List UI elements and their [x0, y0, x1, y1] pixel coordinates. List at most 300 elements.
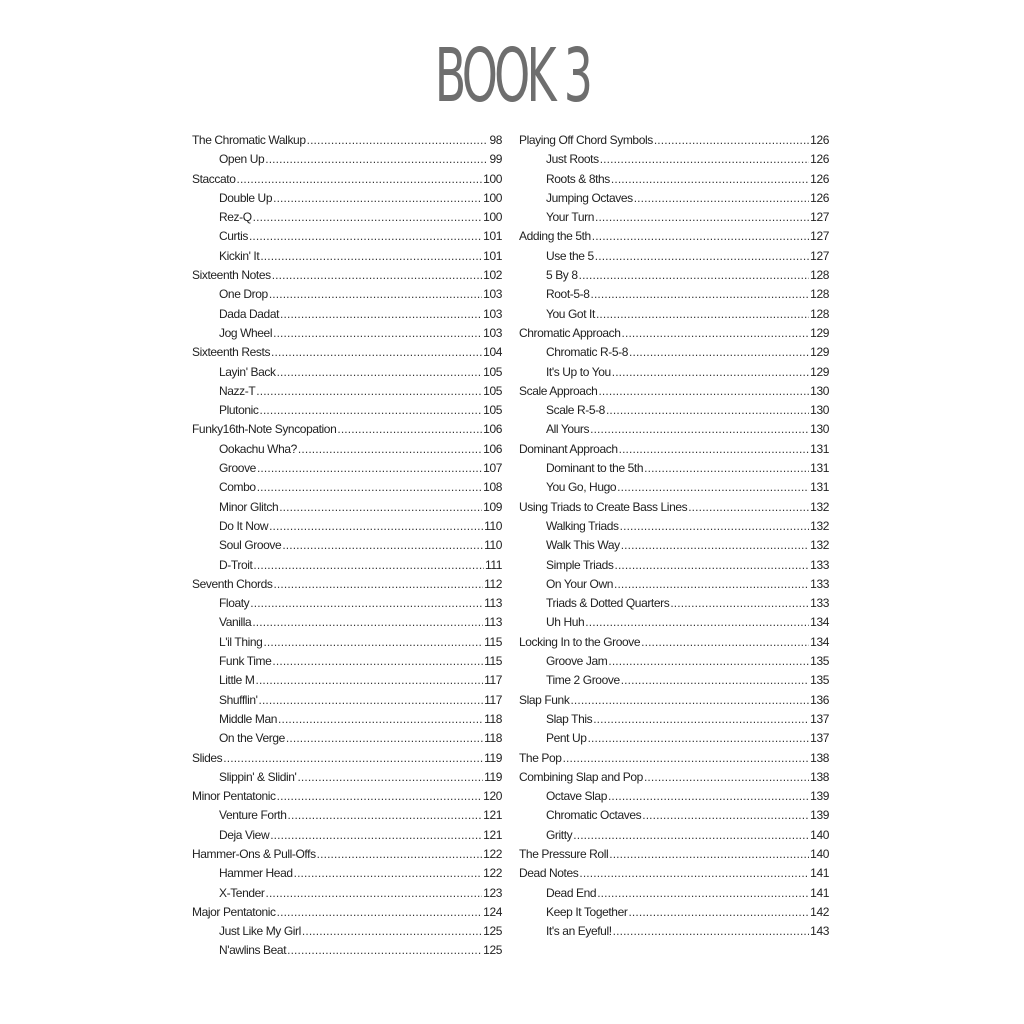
toc-entry [192, 575, 502, 594]
entry-title: Dead Notes [519, 866, 579, 881]
page-number: 133 [810, 596, 829, 611]
toc-subentry [192, 150, 502, 169]
toc-subentry [519, 343, 829, 362]
page-number: 101 [483, 229, 502, 244]
dot-leader [259, 691, 484, 710]
page-number: 134 [810, 634, 829, 649]
entry-title: It's an Eyeful! [546, 924, 612, 939]
dot-leader [593, 710, 809, 729]
toc-subentry [192, 710, 502, 729]
toc-subentry [519, 189, 829, 208]
page-number: 126 [810, 133, 829, 147]
dot-leader [641, 633, 809, 652]
page-number: 107 [483, 461, 502, 476]
toc-subentry [519, 652, 829, 671]
toc-subentry [192, 440, 502, 459]
page-number: 99 [489, 152, 502, 167]
entry-title: You Go, Hugo [546, 480, 617, 495]
dot-leader [621, 536, 809, 555]
page-number: 103 [483, 325, 502, 340]
dot-leader [688, 498, 809, 517]
page-number: 106 [483, 422, 502, 437]
toc-subentry [519, 556, 829, 575]
page-number: 119 [484, 769, 502, 784]
toc-subentry [192, 806, 502, 825]
dot-leader [223, 749, 483, 768]
dot-leader [277, 787, 483, 806]
page-number: 143 [810, 924, 829, 939]
entry-title: Little M [219, 673, 255, 688]
dot-leader [278, 710, 483, 729]
dot-leader [622, 324, 810, 343]
toc-subentry [519, 247, 829, 266]
page-number: 102 [483, 268, 502, 283]
dot-leader [573, 826, 809, 845]
toc-subentry [519, 922, 829, 941]
dot-leader [585, 613, 809, 632]
dot-leader [609, 845, 809, 864]
dot-leader [294, 864, 483, 883]
toc-subentry [192, 401, 502, 420]
toc-subentry [192, 729, 502, 748]
dot-leader [628, 903, 809, 922]
dot-leader [595, 247, 809, 266]
entry-title: Open Up [219, 152, 265, 167]
toc-entry [192, 845, 502, 864]
toc-subentry [192, 922, 502, 941]
entry-title: Sixteenth Notes [192, 268, 271, 283]
entry-title: Double Up [219, 190, 273, 205]
entry-title: Shufflin' [219, 692, 258, 707]
toc-entry [519, 227, 829, 246]
toc-subentry [519, 478, 829, 497]
entry-title: On the Verge [219, 731, 285, 746]
toc-subentry [519, 884, 829, 903]
toc-subentry [519, 710, 829, 729]
page-number: 133 [810, 576, 829, 591]
page-number: 127 [810, 248, 829, 263]
entry-title: One Drop [219, 287, 268, 302]
entry-title: The Pop [519, 750, 562, 765]
page-number: 138 [810, 769, 829, 784]
entry-title: Nazz-T [219, 383, 256, 398]
entry-title: Using Triads to Create Bass Lines [519, 499, 688, 514]
page-number: 103 [483, 287, 502, 302]
dot-leader [253, 208, 483, 227]
entry-title: N'awlins Beat [219, 943, 287, 958]
toc-subentry [192, 768, 502, 787]
page-number: 111 [484, 557, 502, 572]
dot-leader [629, 343, 809, 362]
entry-title: Curtis [219, 229, 248, 244]
toc-subentry [519, 787, 829, 806]
page-number: 108 [483, 480, 502, 495]
page-number: 129 [810, 345, 829, 360]
page-number: 126 [810, 152, 829, 167]
toc-entry [519, 131, 829, 150]
page-number: 131 [810, 461, 829, 476]
entry-title: On Your Own [546, 576, 613, 591]
page-number: 124 [483, 904, 502, 919]
toc-subentry [519, 806, 829, 825]
dot-leader [590, 420, 809, 439]
toc-subentry [519, 459, 829, 478]
toc-subentry [192, 594, 502, 613]
toc-entry [519, 324, 829, 343]
dot-leader [271, 343, 482, 362]
toc-subentry [192, 478, 502, 497]
dot-leader [619, 440, 810, 459]
page-number: 101 [483, 248, 502, 263]
toc-subentry [192, 864, 502, 883]
toc-subentry [192, 941, 502, 960]
entry-title: Locking In to the Groove [519, 634, 641, 649]
entry-title: Your Turn [546, 210, 594, 225]
dot-leader [273, 189, 482, 208]
toc-subentry [192, 363, 502, 382]
page-number: 112 [484, 576, 502, 591]
page-number: 106 [483, 441, 502, 456]
dot-leader [288, 806, 483, 825]
toc-subentry [192, 517, 502, 536]
dot-leader [613, 922, 810, 941]
entry-title: Time 2 Groove [546, 673, 620, 688]
page-number: 135 [810, 673, 829, 688]
dot-leader [608, 652, 809, 671]
toc-subentry [192, 227, 502, 246]
toc-entry [192, 266, 502, 285]
dot-leader [273, 324, 482, 343]
entry-title: Scale Approach [519, 383, 598, 398]
toc-subentry [192, 498, 502, 517]
dot-leader [597, 884, 809, 903]
entry-title: Gritty [546, 827, 573, 842]
page-number: 128 [810, 268, 829, 283]
page-number: 115 [484, 634, 502, 649]
page-number: 137 [810, 731, 829, 746]
dot-leader [273, 575, 483, 594]
dot-leader [265, 150, 488, 169]
entry-title: Uh Huh [546, 615, 585, 630]
dot-leader [596, 305, 809, 324]
toc-entry [519, 768, 829, 787]
dot-leader [654, 131, 809, 150]
page-number: 118 [484, 731, 502, 746]
toc-subentry [192, 285, 502, 304]
dot-leader [255, 671, 483, 690]
dot-leader [337, 420, 482, 439]
dot-leader [600, 150, 809, 169]
toc-entry [519, 382, 829, 401]
toc-subentry [519, 363, 829, 382]
toc-subentry [519, 305, 829, 324]
page-number: 131 [810, 480, 829, 495]
toc-entry [519, 749, 829, 768]
dot-leader [614, 575, 809, 594]
entry-title: Major Pentatonic [192, 904, 276, 919]
dot-leader [266, 884, 483, 903]
dot-leader [253, 556, 484, 575]
entry-title: Minor Glitch [219, 499, 279, 514]
page-number: 129 [810, 325, 829, 340]
entry-title: The Chromatic Walkup [192, 133, 306, 147]
toc-subentry [519, 517, 829, 536]
page-number: 141 [810, 885, 829, 900]
page-number: 139 [810, 789, 829, 804]
dot-leader [249, 227, 482, 246]
toc-subentry [192, 671, 502, 690]
page-number: 122 [483, 866, 502, 881]
page-number: 100 [483, 210, 502, 225]
toc-subentry [519, 594, 829, 613]
page-number: 130 [810, 383, 829, 398]
entry-title: Use the 5 [546, 248, 594, 263]
entry-title: It's Up to You [546, 364, 611, 379]
dot-leader [269, 285, 482, 304]
page-number: 136 [810, 692, 829, 707]
page-number: 135 [810, 654, 829, 669]
dot-leader [598, 382, 809, 401]
toc-subentry [192, 652, 502, 671]
dot-leader [280, 305, 482, 324]
toc-subentry [192, 189, 502, 208]
toc-entry [192, 749, 502, 768]
page-number: 132 [810, 518, 829, 533]
entry-title: Jumping Octaves [546, 190, 633, 205]
page-number: 140 [810, 827, 829, 842]
toc-subentry [192, 633, 502, 652]
dot-leader [595, 208, 809, 227]
toc-subentry [519, 170, 829, 189]
entry-title: Deja View [219, 827, 270, 842]
dot-leader [257, 459, 482, 478]
dot-leader [270, 826, 482, 845]
dot-leader [317, 845, 483, 864]
page-number: 109 [483, 499, 502, 514]
dot-leader [606, 401, 809, 420]
toc-subentry [519, 536, 829, 555]
dot-leader [591, 285, 810, 304]
dot-leader [263, 633, 483, 652]
page-number: 142 [810, 904, 829, 919]
toc-entry [519, 691, 829, 710]
dot-leader [272, 652, 483, 671]
entry-title: Slides [192, 750, 223, 765]
dot-leader [277, 363, 483, 382]
toc-subentry [519, 613, 829, 632]
toc-subentry [192, 247, 502, 266]
page-number: 104 [483, 345, 502, 360]
page-number: 123 [483, 885, 502, 900]
dot-leader [302, 922, 482, 941]
dot-leader [620, 517, 810, 536]
page-number: 121 [483, 808, 502, 823]
dot-leader [579, 864, 809, 883]
dot-leader [279, 498, 482, 517]
entry-title: Minor Pentatonic [192, 789, 276, 804]
page-number: 125 [483, 924, 502, 939]
toc-subentry [519, 729, 829, 748]
entry-title: Roots & 8ths [546, 171, 610, 186]
dot-leader [260, 247, 482, 266]
dot-leader [252, 613, 483, 632]
dot-leader [287, 941, 482, 960]
page-number: 126 [810, 171, 829, 186]
dot-leader [237, 170, 483, 189]
toc-subentry [519, 401, 829, 420]
entry-title: Dominant Approach [519, 441, 618, 456]
page-number: 127 [810, 210, 829, 225]
toc-subentry [192, 691, 502, 710]
entry-title: Soul Groove [219, 538, 282, 553]
entry-title: Root-5-8 [546, 287, 590, 302]
dot-leader [250, 594, 483, 613]
entry-title: Slap This [546, 711, 593, 726]
toc-subentry [519, 266, 829, 285]
toc-subentry [519, 903, 829, 922]
toc-subentry [519, 150, 829, 169]
toc-subentry [519, 826, 829, 845]
toc-subentry [192, 884, 502, 903]
toc-subentry [192, 208, 502, 227]
page-number: 118 [484, 711, 502, 726]
page-number: 115 [484, 654, 502, 669]
toc-subentry [192, 305, 502, 324]
dot-leader [272, 266, 482, 285]
dot-leader [642, 806, 809, 825]
dot-leader [297, 768, 483, 787]
page-number: 119 [484, 750, 502, 765]
entry-title: X-Tender [219, 885, 265, 900]
page-number: 125 [483, 943, 502, 958]
entry-title: Slippin' & Slidin' [219, 769, 297, 784]
dot-leader [269, 517, 483, 536]
toc-entry [192, 170, 502, 189]
entry-title: Dominant to the 5th [546, 461, 644, 476]
entry-title: Walk This Way [546, 538, 620, 553]
entry-title: Pent Up [546, 731, 587, 746]
page-number: 128 [810, 306, 829, 321]
entry-title: 5 By 8 [546, 268, 578, 283]
page-number: 105 [483, 364, 502, 379]
page-number: 132 [810, 538, 829, 553]
entry-title: Sixteenth Rests [192, 345, 271, 360]
page-number: 141 [810, 866, 829, 881]
toc-entry [519, 633, 829, 652]
dot-leader [621, 671, 809, 690]
toc-entry [519, 845, 829, 864]
dot-leader [612, 363, 809, 382]
toc-entry [192, 343, 502, 362]
toc-entry [192, 131, 502, 150]
page-number: 130 [810, 403, 829, 418]
page-number: 103 [483, 306, 502, 321]
entry-title: Hammer-Ons & Pull-Offs [192, 846, 316, 861]
page-number: 130 [810, 422, 829, 437]
toc-subentry [192, 536, 502, 555]
dot-leader [611, 170, 809, 189]
page-number: 134 [810, 615, 829, 630]
entry-title: Chromatic Approach [519, 325, 621, 340]
entry-title: Floaty [219, 596, 250, 611]
entry-title: Dead End [546, 885, 597, 900]
entry-title: Plutonic [219, 403, 259, 418]
entry-title: Just Roots [546, 152, 599, 167]
entry-title: Slap Funk [519, 692, 570, 707]
page-number: 120 [483, 789, 502, 804]
entry-title: Vanilla [219, 615, 252, 630]
dot-leader [588, 729, 810, 748]
page-number: 117 [484, 692, 502, 707]
toc-subentry [192, 382, 502, 401]
page-number: 133 [810, 557, 829, 572]
entry-title: Keep It Together [546, 904, 628, 919]
toc-subentry [519, 575, 829, 594]
toc-subentry [192, 613, 502, 632]
entry-title: D-Troit [219, 557, 253, 572]
entry-title: Venture Forth [219, 808, 287, 823]
entry-title: Middle Man [219, 711, 278, 726]
dot-leader [634, 189, 809, 208]
dot-leader [257, 478, 482, 497]
toc-entry [519, 440, 829, 459]
page-title: BOOK 3 [434, 33, 590, 119]
entry-title: Groove [219, 461, 256, 476]
page-number: 127 [810, 229, 829, 244]
dot-leader [286, 729, 483, 748]
page-number: 113 [484, 615, 502, 630]
page-number: 132 [810, 499, 829, 514]
dot-leader [617, 478, 809, 497]
entry-title: You Got It [546, 306, 595, 321]
toc-entry [192, 903, 502, 922]
entry-title: Scale R-5-8 [546, 403, 605, 418]
page-number: 117 [484, 673, 502, 688]
page-number: 137 [810, 711, 829, 726]
toc-entry [519, 864, 829, 883]
dot-leader [670, 594, 809, 613]
dot-leader [644, 768, 809, 787]
dot-leader [644, 459, 809, 478]
entry-title: Combining Slap and Pop [519, 769, 643, 784]
entry-title: The Pressure Roll [519, 846, 609, 861]
toc-column-right [519, 131, 829, 941]
entry-title: Do It Now [219, 518, 269, 533]
page-number: 110 [484, 518, 502, 533]
dot-leader [282, 536, 483, 555]
dot-leader [260, 401, 483, 420]
dot-leader [256, 382, 482, 401]
entry-title: Kickin' It [219, 248, 260, 263]
page-number: 129 [810, 364, 829, 379]
entry-title: Just Like My Girl [219, 924, 301, 939]
entry-title: Groove Jam [546, 654, 608, 669]
page-number: 138 [810, 750, 829, 765]
page-number: 105 [483, 383, 502, 398]
page-number: 131 [810, 441, 829, 456]
page-number: 139 [810, 808, 829, 823]
page-number: 100 [483, 171, 502, 186]
dot-leader [307, 131, 489, 150]
entry-title: Chromatic R-5-8 [546, 345, 629, 360]
entry-title: Ookachu Wha? [219, 441, 297, 456]
toc-subentry [519, 671, 829, 690]
dot-leader [615, 556, 810, 575]
entry-title: Seventh Chords [192, 576, 273, 591]
page-number: 100 [483, 190, 502, 205]
toc-entry [192, 420, 502, 439]
entry-title: L'il Thing [219, 634, 263, 649]
